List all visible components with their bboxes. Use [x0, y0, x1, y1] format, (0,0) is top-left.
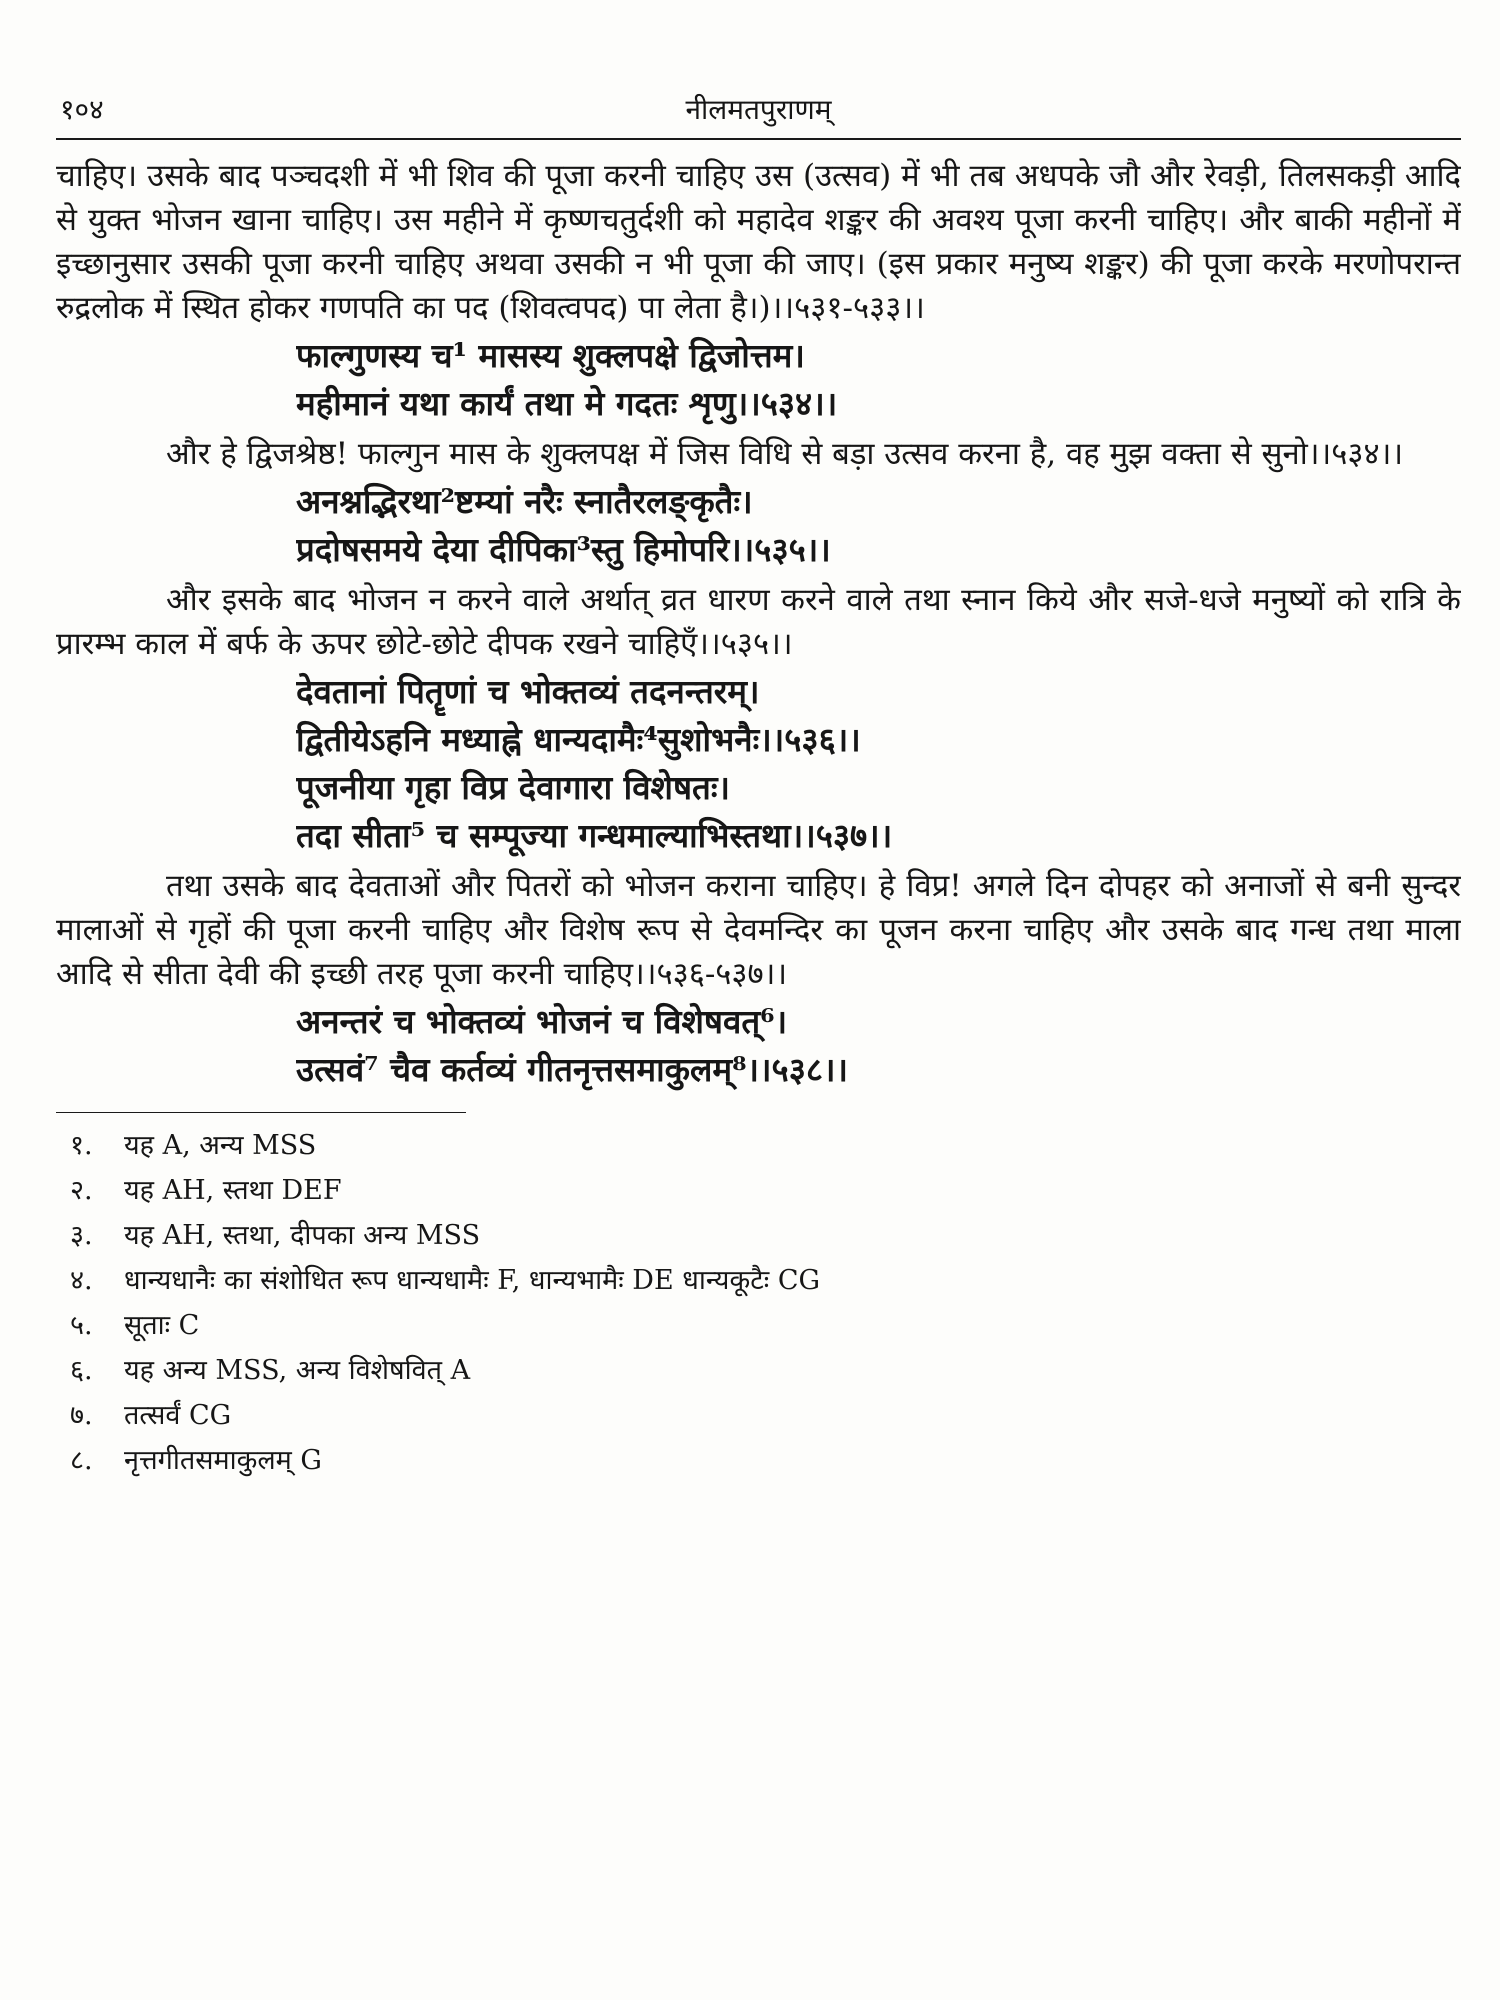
footnote-number: २.	[70, 1175, 93, 1206]
footnote	[70, 1303, 1461, 1348]
page-header	[56, 84, 1461, 134]
translation-paragraph: और हे द्विजश्रेष्ठ! फाल्गुन मास के शुक्लपक्ष में जिस विधि से बड़ा उत्सव करना है, वह मुझ वक्ता से सुनो।।५३४।।	[166, 436, 1404, 472]
footnote-text: नृत्तगीतसमाकुलम् G	[124, 1445, 322, 1476]
page-body	[56, 154, 1461, 1483]
verse-line: महीमानं यथा कार्यं तथा मे गदतः शृणु।।५३४।।	[296, 384, 838, 423]
verse-line: फाल्गुणस्य च¹ मासस्य शुक्लपक्षे द्विजोत्तम।	[296, 336, 805, 375]
verse-line: पूजनीया गृहा विप्र देवागारा विशेषतः।	[296, 768, 731, 807]
footnote	[70, 1258, 1461, 1303]
book-page	[56, 84, 1461, 1984]
footnote-number: ४.	[70, 1265, 93, 1296]
footnote-text: यह AH, स्तथा DEF	[124, 1175, 342, 1206]
verse-line: तदा सीता⁵ च सम्पूज्या गन्धमाल्याभिस्तथा।।५३७।।	[296, 816, 893, 855]
translation-paragraph: और इसके बाद भोजन न करने वाले अर्थात् व्रत धारण करने वाले तथा स्नान किये और सजे-धजे मनुष्यों को रात्रि के प्रारम्भ काल में बर्फ के ऊपर छोटे-छोटे दीपक रखने चाहिएँ।।५३५।।	[56, 582, 1461, 662]
verse-line: द्वितीयेऽहनि मध्याह्ने धान्यदामैः⁴सुशोभनैः।।५३६।।	[296, 720, 861, 759]
verse-line: अनन्तरं च भोक्तव्यं भोजनं च विशेषवत्⁶।	[296, 1002, 788, 1041]
footnote-number: ६.	[70, 1355, 93, 1386]
footnote	[70, 1168, 1461, 1213]
footnote-text: तत्सर्वं CG	[124, 1400, 232, 1431]
footnote-text: यह A, अन्य MSS	[124, 1130, 317, 1161]
footnote-text: सूताः C	[124, 1310, 200, 1341]
verse-line: अनश्नद्भिरथा²ष्टम्यां नरैः स्नातैरलङ्कृतैः।	[296, 482, 753, 521]
footnotes-list	[56, 1123, 1461, 1483]
footnote-number: १.	[70, 1130, 93, 1161]
footnote-text: यह अन्य MSS, अन्य विशेषवित् A	[124, 1355, 471, 1386]
footnote	[70, 1123, 1461, 1168]
verse-line: देवतानां पितॄणां च भोक्तव्यं तदनन्तरम्।	[296, 672, 760, 711]
sanskrit-verse	[56, 478, 1246, 574]
sanskrit-verse	[56, 668, 1246, 860]
sanskrit-verse	[56, 998, 1246, 1094]
footnote	[70, 1393, 1461, 1438]
footnote-rule	[56, 1112, 466, 1113]
footnote-text: यह AH, स्तथा, दीपका अन्य MSS	[124, 1220, 481, 1251]
footnote-number: ५.	[70, 1310, 93, 1341]
footnote	[70, 1213, 1461, 1258]
footnote-number: ३.	[70, 1220, 93, 1251]
footnote-text: धान्यधानैः का संशोधित रूप धान्यधामैः F, धान्यभामैः DE धान्यकूटैः CG	[124, 1265, 821, 1296]
translation-paragraph: तथा उसके बाद देवताओं और पितरों को भोजन कराना चाहिए। हे विप्र! अगले दिन दोपहर को अनाजों से बनी सुन्दर मालाओं से गृहों की पूजा करनी चाहिए और विशेष रूप से देवमन्दिर का पूजन करना चाहिए और उसके बाद गन्ध तथा माला आदि से सीता देवी की इच्छी तरह पूजा करनी चाहिए।।५३६-५३७।।	[56, 868, 1461, 992]
header-rule	[56, 138, 1461, 140]
book-title: नीलमतपुराणम्	[685, 93, 832, 126]
page-number: १०४	[60, 93, 104, 126]
footnote	[70, 1438, 1461, 1483]
verse-line: प्रदोषसमये देया दीपिका³स्तु हिमोपरि।।५३५।।	[296, 530, 831, 569]
footnote-number: ८.	[70, 1445, 93, 1476]
sanskrit-verse	[56, 332, 1246, 428]
verse-line: उत्सवं⁷ चैव कर्तव्यं गीतनृत्तसमाकुलम्⁸।।५३८।।	[296, 1050, 849, 1089]
footnote-number: ७.	[70, 1400, 93, 1431]
translation-paragraph: चाहिए। उसके बाद पञ्चदशी में भी शिव की पूजा करनी चाहिए उस (उत्सव) में भी तब अधपके जौ और रेवड़ी, तिलसकड़ी आदि से युक्त भोजन खाना चाहिए। उस महीने में कृष्णचतुर्दशी को महादेव शङ्कर की अवश्य पूजा करनी चाहिए। और बाकी महीनों में इच्छानुसार उसकी पूजा करनी चाहिए अथवा उसकी न भी पूजा की जाए। (इस प्रकार मनुष्य शङ्कर) की पूजा करके मरणोपरान्त रुद्रलोक में स्थित होकर गणपति का पद (शिवत्वपद) पा लेता है।)।।५३१-५३३।।	[56, 158, 1461, 326]
footnote	[70, 1348, 1461, 1393]
